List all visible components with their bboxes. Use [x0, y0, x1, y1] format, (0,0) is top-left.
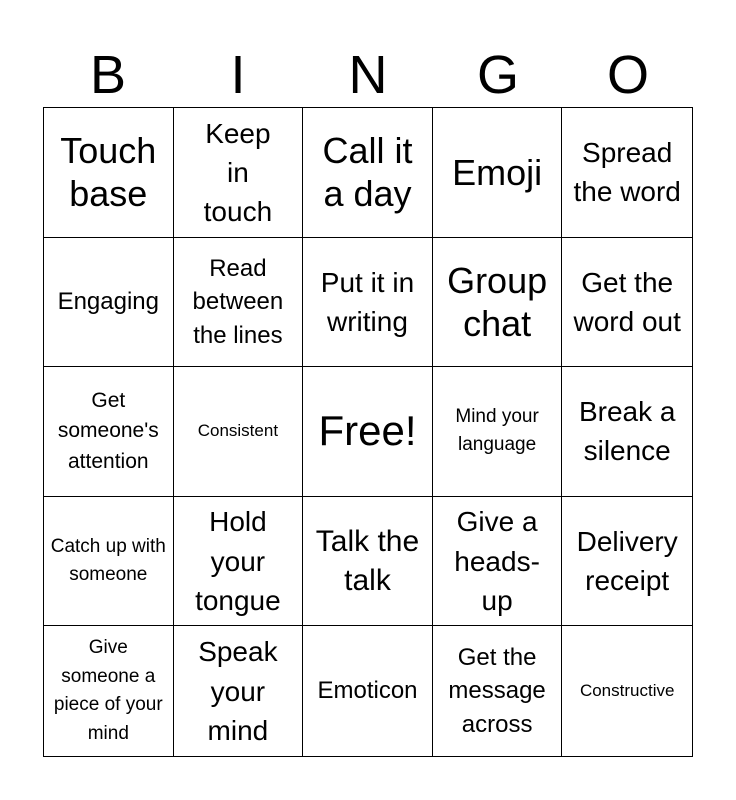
bingo-cell[interactable] [174, 367, 304, 497]
bingo-cell[interactable] [303, 367, 433, 497]
bingo-cell[interactable] [44, 497, 174, 627]
bingo-cell[interactable] [433, 238, 563, 368]
bingo-header [43, 42, 693, 108]
cell-label: Delivery receipt [576, 525, 678, 597]
free-space-label: Free! [318, 407, 417, 455]
bingo-cell[interactable] [303, 108, 433, 238]
bingo-cell[interactable] [433, 626, 563, 756]
cell-label: Give a heads-up [454, 506, 540, 616]
cell-label: Group chat [447, 259, 548, 344]
bingo-cell[interactable] [433, 108, 563, 238]
header-letter-b: B [89, 45, 127, 105]
bingo-cell[interactable] [303, 626, 433, 756]
cell-label: Break a silence [578, 396, 676, 467]
cell-label: Engaging [57, 288, 160, 316]
cell-label: Spread the word [573, 137, 681, 208]
cell-label: Touch base [60, 130, 157, 215]
cell-label: Put it in writing [320, 266, 415, 337]
bingo-cell[interactable] [562, 626, 692, 756]
bingo-cell[interactable] [44, 238, 174, 368]
bingo-cell[interactable] [44, 626, 174, 756]
bingo-cell[interactable] [433, 497, 563, 627]
bingo-cell[interactable] [174, 497, 304, 627]
cell-label: Constructive [579, 681, 675, 700]
bingo-cell[interactable] [44, 108, 174, 238]
bingo-cell[interactable] [562, 238, 692, 368]
cell-label: Mind your language [455, 405, 539, 456]
cell-label: Keep in touch [203, 117, 273, 227]
bingo-cell[interactable] [44, 367, 174, 497]
header-letter-g: G [476, 45, 519, 105]
cell-label: Give someone a piece of your mind [53, 637, 163, 744]
cell-label: Get the word out [573, 266, 681, 337]
bingo-cell[interactable] [433, 367, 563, 497]
bingo-cell[interactable] [303, 497, 433, 627]
bingo-cell[interactable] [174, 108, 304, 238]
bingo-cell[interactable] [562, 367, 692, 497]
cell-label: Call it a day [322, 130, 413, 215]
cell-label: Catch up with someone [50, 535, 166, 586]
cell-label: Consistent [197, 421, 279, 441]
cell-label: Hold your tongue [195, 506, 281, 616]
cell-label: Get someone's attention [57, 388, 159, 473]
bingo-cell[interactable] [562, 497, 692, 627]
header-letter-o: O [606, 45, 649, 105]
header-letter-i: I [230, 45, 246, 105]
bingo-board [43, 107, 693, 757]
header-letter-n: N [348, 45, 388, 105]
cell-label: Read between the lines [192, 254, 284, 349]
bingo-cell[interactable] [303, 238, 433, 368]
cell-label: Get the message across [448, 643, 546, 738]
cell-label: Emoticon [317, 677, 418, 705]
bingo-cell[interactable] [174, 238, 304, 368]
cell-label: Talk the talk [315, 525, 420, 598]
bingo-cell[interactable] [562, 108, 692, 238]
bingo-cell[interactable] [174, 626, 304, 756]
cell-label: Speak your mind [198, 636, 278, 746]
cell-label: Emoji [452, 151, 543, 193]
